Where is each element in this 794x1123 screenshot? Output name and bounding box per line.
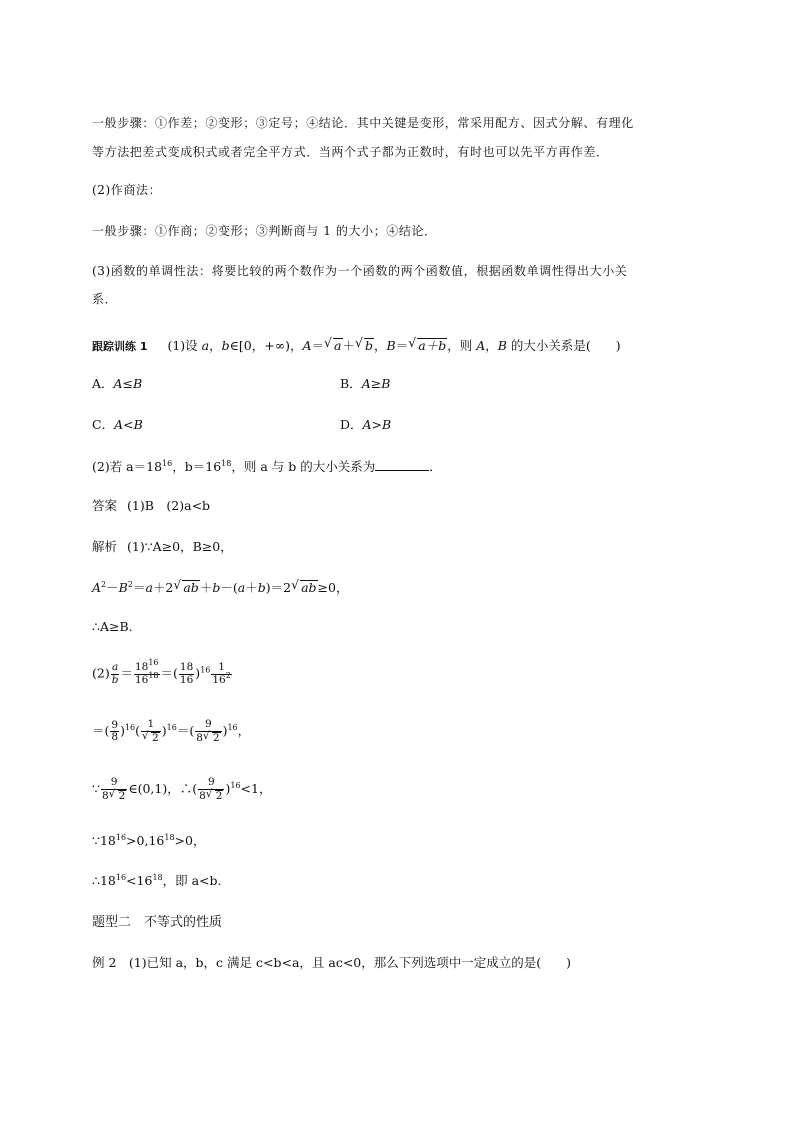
analysis-label: 解析 <box>92 539 118 554</box>
method3-line2: 系． <box>92 292 118 306</box>
option-b: B．A≥B <box>340 376 391 391</box>
option-c: C．A<B <box>92 417 143 432</box>
method1-steps-line1: 一般步骤：①作差；②变形；③定号；④结论．其中关键是变形，常采用配方、因式分解、有理化 <box>92 116 634 130</box>
exercise-question-1: 跟踪训练 1 (1)设 a，b∈[0，+∞)，A＝√ a＋√ b，B＝√ a＋b，则 A，B 的大小关系是( ) <box>92 338 621 353</box>
example-2-question: 例 2 (1)已知 a，b，c 满足 c<b<a，且 ac<0，那么下列选项中一定成立的是( ) <box>92 955 572 970</box>
analysis-line-4: (2) $\frac{a}{b}$ ＝ $\frac{18^{16}}{16^{18}}$ ＝( $\frac{18}{16}$ )$^{16}$ $\frac{1}{16^2}$ <box>92 658 231 686</box>
analysis-line-1: 解析 (1)∵A≥0，B≥0， <box>92 539 233 554</box>
method3-line1: (3)函数的单调性法：将要比较的两个数作为一个函数的两个函数值，根据函数单调性得出大小关 <box>92 264 628 278</box>
exercise-question-2: (2)若 $a=18^{16}$，$b=16^{18}$，则 a 与 b 的大小关系为 ． <box>92 459 442 474</box>
method2-title: (2)作商法： <box>92 183 162 197</box>
analysis-line-6: ∵ $\frac{9}{8√ 2}$ ∈(0,1)，∴( $\frac{9}{8√ 2}$ )$^{16}$<1， <box>92 777 271 802</box>
answer-line <box>92 500 210 513</box>
analysis-line-5: ＝( $\frac{9}{8}$ )$^{16}$( 1 √ 2 )$^{16}$＝( $\frac{9}{8√ 2}$ )$^{16}$， <box>92 719 250 744</box>
analysis-line-2: $A^2-B^2=a+2√$ ab＋b－(a＋b)＝2√ ab≥0， <box>92 580 348 595</box>
exercise-q1-tail: 的大小关系是( ) <box>510 338 621 353</box>
section-title: 题型二 不等式的性质 <box>92 915 223 930</box>
analysis-line-8: $\therefore 18^{16}<16^{18}$，即 a<b. <box>92 873 222 888</box>
method2-steps: 一般步骤：①作商；②变形；③判断商与 1 的大小；④结论． <box>92 224 437 238</box>
analysis-line-7: $\because 18^{16}>0,16^{18}>0$， <box>92 833 206 848</box>
options-row-1 <box>92 378 390 391</box>
options-row-2 <box>92 419 391 432</box>
answer-text: (1)B (2)a<b <box>127 498 211 513</box>
exercise-q1-interval: ∈[0，+∞)， <box>229 338 303 353</box>
option-d: D．A>B <box>340 417 392 432</box>
answer-blank <box>375 459 429 471</box>
method1-steps-line2: 等方法把差式变成积式或者完全平方式．当两个式子都为正数时，有时也可以先平方再作差． <box>92 145 609 159</box>
exercise-label: 跟踪训练 1 <box>92 340 148 353</box>
option-a: A．A≤B <box>92 376 143 391</box>
analysis-line-3: ∴A≥B. <box>92 619 133 634</box>
answer-label: 答案 <box>92 498 118 513</box>
exercise-q1-prefix: (1)设 <box>167 338 202 353</box>
